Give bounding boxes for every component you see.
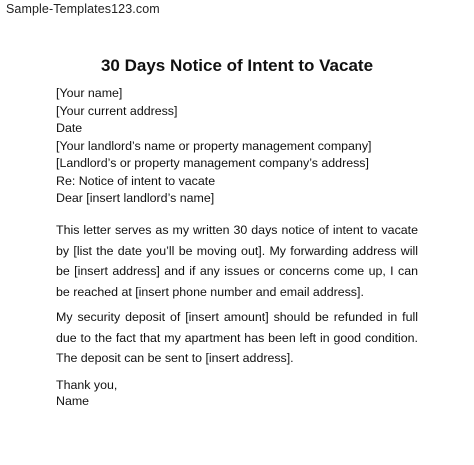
sender-name-line: [Your name] <box>56 86 123 100</box>
letter-header-block <box>56 85 371 208</box>
body-paragraph-deposit: My security deposit of [insert amount] should be refunded in full due to the fact that my apartment has been left in good condition. The deposit can be sent to [insert address]. <box>56 310 418 365</box>
subject-line: Re: Notice of intent to vacate <box>56 173 216 188</box>
letter-title: 30 Days Notice of Intent to Vacate <box>100 56 374 75</box>
body-paragraph-notice: This letter serves as my written 30 days notice of intent to vacate by [list the date you’ll be moving out]. My forwarding address will be [insert address] and if any issues or concerns come up, I can be reached at [insert phone number and email address]. <box>56 223 418 299</box>
sender-address-line: [Your current address] <box>56 103 178 118</box>
landlord-address-line: [Landlord’s or property management company’s address] <box>56 156 369 170</box>
salutation-line: Dear [insert landlord’s name] <box>56 191 215 205</box>
closing-line: Thank you, <box>56 378 118 392</box>
source-watermark: Sample-Templates123.com <box>6 2 160 16</box>
signature-line: Name <box>56 393 90 408</box>
date-line: Date <box>56 121 83 135</box>
landlord-name-line: [Your landlord’s name or property management company] <box>56 138 372 153</box>
letter-closing-block <box>56 378 117 409</box>
